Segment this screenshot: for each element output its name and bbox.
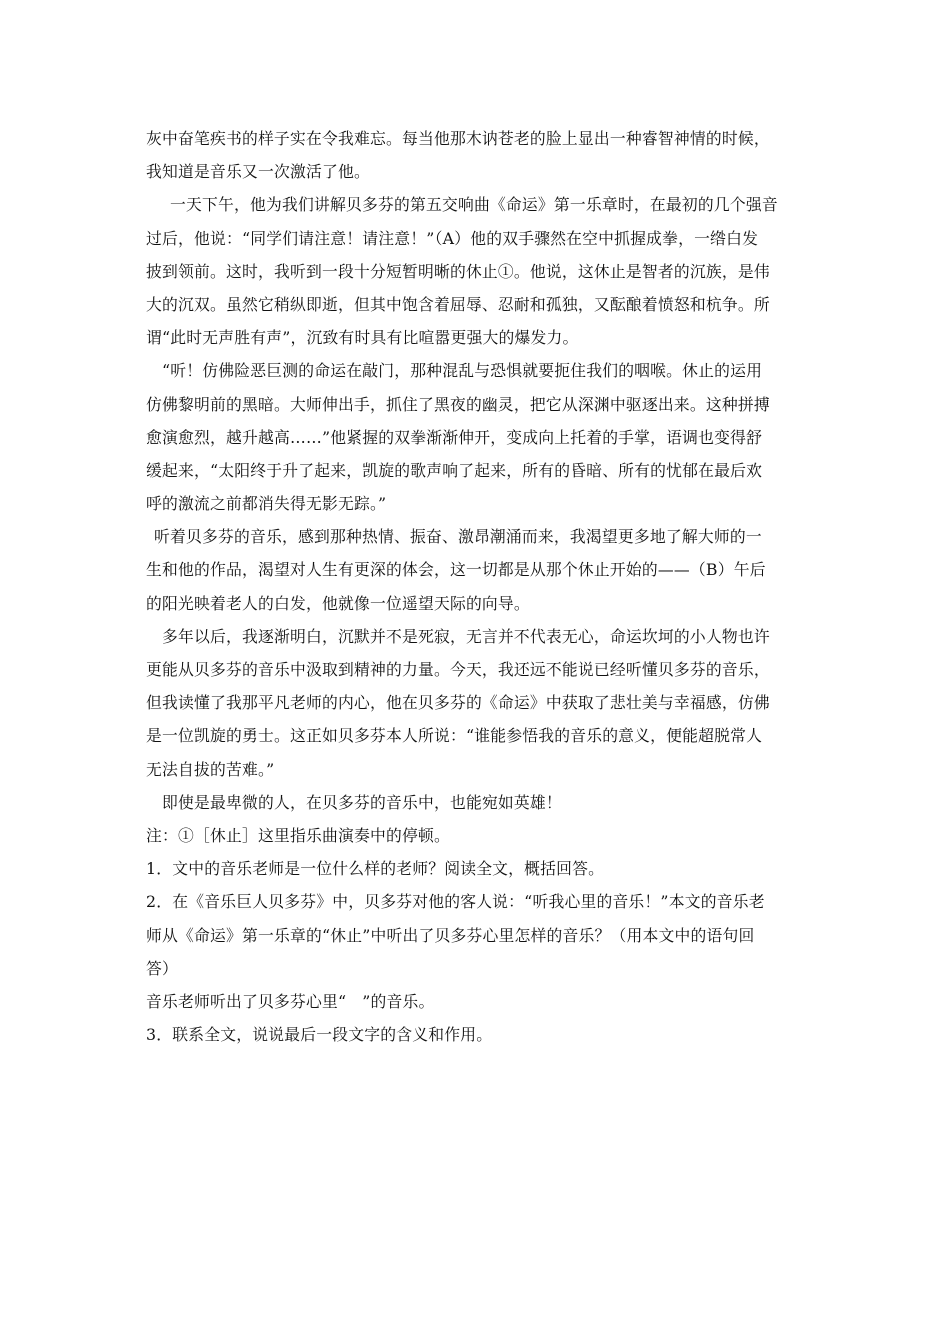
article-line: 我知道是音乐又一次激活了他。 bbox=[146, 162, 370, 182]
question-1: 1．文中的音乐老师是一位什么样的老师？阅读全文，概括回答。 bbox=[146, 859, 605, 879]
article-line: 更能从贝多芬的音乐中汲取到精神的力量。今天，我还远不能说已经听懂贝多芬的音乐， bbox=[146, 660, 770, 679]
closing-line: 即使是最卑微的人，在贝多芬的音乐中，也能宛如英雄！ bbox=[162, 792, 562, 812]
article-line: 愈演愈烈，越升越高……”他紧握的双拳渐渐伸开，变成向上托着的手掌，语调也变得舒 bbox=[146, 427, 763, 447]
paragraph-start: “听！仿佛险恶巨测的命运在敲门，那种混乱与恐惧就要扼住我们的咽喉。休止的运用 bbox=[162, 361, 763, 381]
paragraph-start: 听着贝多芬的音乐，感到那种热情、振奋、激昂潮涌而来，我渴望更多地了解大师的一 bbox=[154, 527, 762, 547]
article-line: 但我读懂了我那平凡老师的内心，他在贝多芬的《命运》中获取了悲壮美与幸福感，仿佛 bbox=[146, 693, 770, 713]
question-2-cont: 答） bbox=[146, 958, 178, 978]
article-line: 灰中奋笔疾书的样子实在令我难忘。每当他那木讷苍老的脸上显出一种睿智神情的时候， bbox=[146, 129, 770, 148]
question-2-cont: 师从《命运》第一乐章的“休止”中听出了贝多芬心里怎样的音乐？（用本文中的语句回 bbox=[146, 925, 755, 945]
article-line: 生和他的作品，渴望对人生有更深的体会，这一切都是从那个休止开始的——（B）午后 bbox=[146, 560, 766, 580]
question-2: 2．在《音乐巨人贝多芬》中，贝多芬对他的客人说：“听我心里的音乐！”本文的音乐老 bbox=[146, 892, 765, 912]
article-line: 的阳光映着老人的白发，他就像一位遥望天际的向导。 bbox=[146, 593, 530, 613]
article-line: 披到领前。这时，我听到一段十分短暂明晰的休止①。他说，这休止是智者的沉族，是伟 bbox=[146, 261, 770, 281]
answer-prompt: 音乐老师听出了贝多芬心里“ ”的音乐。 bbox=[146, 991, 435, 1011]
article-line: 缓起来，“太阳终于升了起来，凯旋的歌声响了起来，所有的昏暗、所有的忧郁在最后欢 bbox=[146, 460, 763, 480]
question-3: 3．联系全文，说说最后一段文字的含义和作用。 bbox=[146, 1025, 493, 1045]
article-line: 无法自拔的苦难。” bbox=[146, 759, 275, 779]
article-line: 大的沉双。虽然它稍纵即逝，但其中饱含着屈辱、忍耐和孤独，又酝酿着愤怒和杭争。所 bbox=[146, 294, 770, 314]
article-line: 是一位凯旋的勇士。这正如贝多芬本人所说：“谁能参悟我的音乐的意义，便能超脱常人 bbox=[146, 726, 763, 746]
paragraph-start: 多年以后，我逐渐明白，沉默并不是死寂，无言并不代表无心，命运坎坷的小人物也许 bbox=[162, 626, 770, 646]
document-body bbox=[146, 122, 810, 1051]
paragraph-start: 一天下午，他为我们讲解贝多芬的第五交响曲《命运》第一乐章时，在最初的几个强音 bbox=[170, 195, 778, 215]
article-line: 呼的激流之前都消失得无影无踪。” bbox=[146, 494, 387, 514]
footnote: 注：①［休止］这里指乐曲演奏中的停顿。 bbox=[146, 825, 450, 845]
article-line: 过后，他说：“同学们请注意！请注意！”（A）他的双手骤然在空中抓握成拳，一绺白发 bbox=[146, 228, 759, 248]
article-line: 仿佛黎明前的黑暗。大师伸出手，抓住了黑夜的幽灵，把它从深渊中驱逐出来。这种拼搏 bbox=[146, 394, 770, 414]
article-line: 谓“此时无声胜有声”，沉致有时具有比喧嚣更强大的爆发力。 bbox=[146, 328, 579, 348]
